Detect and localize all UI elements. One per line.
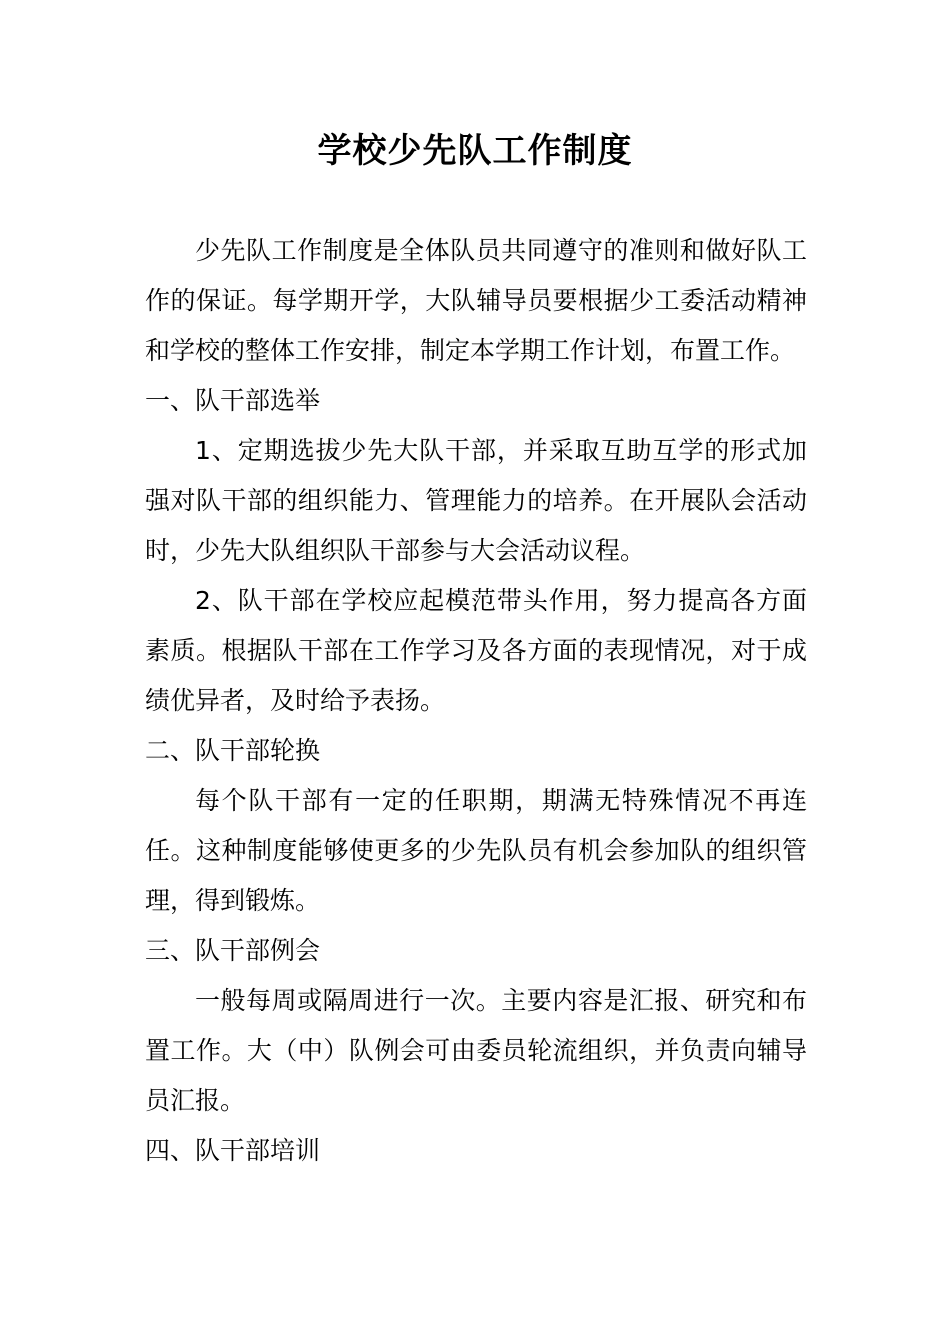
- section-heading-3: 三、队干部例会: [145, 936, 321, 965]
- section-1-paragraph-2: 2、队干部在学校应起模范带头作用，努力提高各方面素质。根据队干部在工作学习及各方面的表现情况，对于成绩优异者，及时给予表扬。: [145, 586, 807, 715]
- section-2-paragraph-1: 每个队干部有一定的任职期，期满无特殊情况不再连任。这种制度能够使更多的少先队员有机会参加队的组织管理，得到锻炼。: [145, 786, 807, 915]
- document-title: 学校少先队工作制度: [317, 131, 633, 171]
- section-heading-1: 一、队干部选举: [145, 386, 321, 415]
- section-3-paragraph-1: 一般每周或隔周进行一次。主要内容是汇报、研究和布置工作。大（中）队例会可由委员轮流组织，并负责向辅导员汇报。: [145, 986, 807, 1115]
- intro-paragraph: 少先队工作制度是全体队员共同遵守的准则和做好队工作的保证。每学期开学，大队辅导员要根据少工委活动精神和学校的整体工作安排，制定本学期工作计划，布置工作。: [145, 236, 807, 365]
- section-heading-2: 二、队干部轮换: [145, 736, 321, 765]
- section-1-paragraph-1: 1、定期选拔少先大队干部，并采取互助互学的形式加强对队干部的组织能力、管理能力的培养。在开展队会活动时，少先大队组织队干部参与大会活动议程。: [145, 436, 807, 565]
- section-heading-4: 四、队干部培训: [145, 1136, 321, 1165]
- document-body: [145, 226, 807, 1176]
